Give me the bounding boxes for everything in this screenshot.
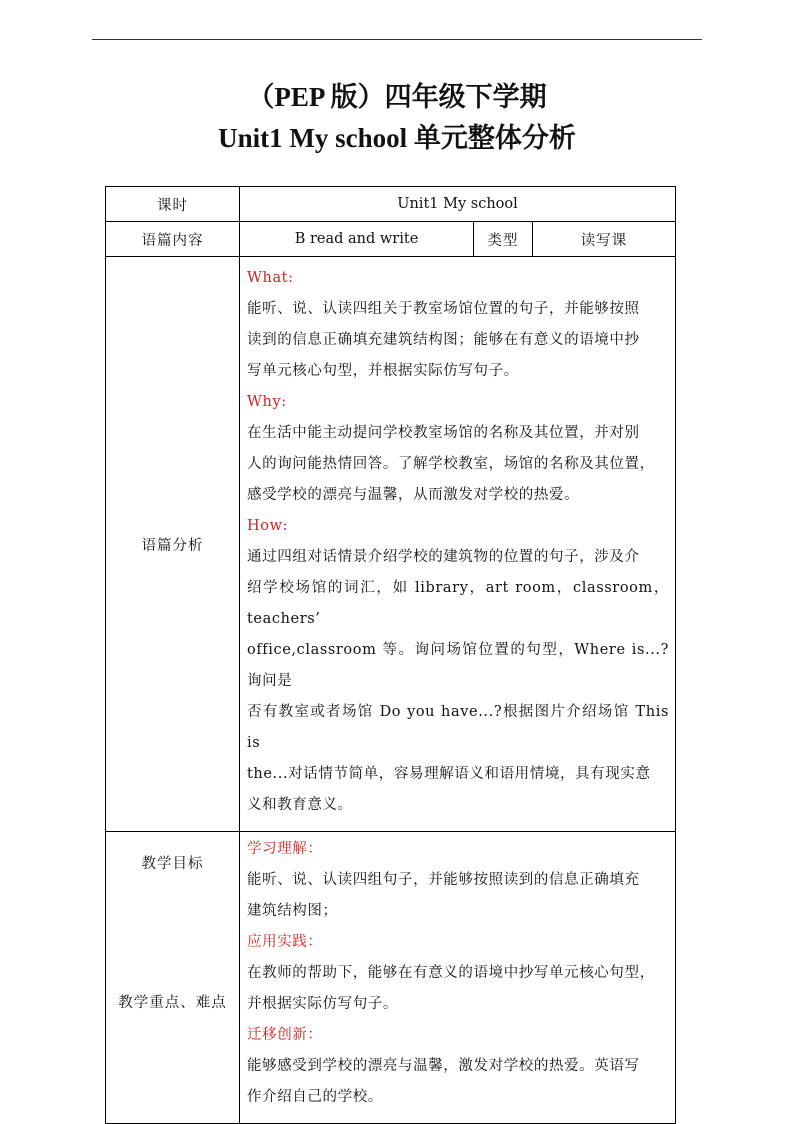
- document-subtitle: Unit1 My school 单元整体分析: [218, 123, 576, 153]
- what-heading: What:: [247, 270, 294, 286]
- lesson-analysis-table: [105, 186, 676, 1124]
- type-value: 读写课: [533, 222, 676, 257]
- why-line: 在生活中能主动提问学校教室场馆的名称及其位置，并对别: [247, 425, 640, 441]
- learning-heading: 学习理解：: [247, 841, 323, 857]
- period-label: 课时: [106, 187, 240, 222]
- period-value: Unit1 My school: [240, 187, 676, 222]
- goals-body: [240, 832, 676, 1124]
- type-label: 类型: [474, 222, 533, 257]
- header-rule: [92, 39, 702, 40]
- why-line: 感受学校的漂亮与温馨，从而激发对学校的热爱。: [247, 487, 580, 503]
- analysis-label: 语篇分析: [106, 257, 240, 832]
- why-heading: Why:: [247, 394, 287, 410]
- practice-line: 并根据实际仿写句子。: [247, 996, 398, 1012]
- how-line: office,classroom 等。询问场馆位置的句型，Where is...?询问是: [247, 642, 670, 689]
- content-value: B read and write: [240, 222, 474, 257]
- content-label: 语篇内容: [106, 222, 240, 257]
- analysis-body: [240, 257, 676, 832]
- learning-line: 建筑结构图；: [247, 903, 338, 919]
- how-line: the...对话情节简单，容易理解语义和语用情境，具有现实意: [247, 766, 651, 782]
- transfer-heading: 迁移创新：: [247, 1027, 323, 1043]
- document-title: （PEP 版）四年级下学期: [247, 82, 547, 112]
- transfer-line: 能够感受到学校的漂亮与温馨，激发对学校的热爱。英语写: [247, 1058, 640, 1074]
- learning-line: 能听、说、认读四组句子，并能够按照读到的信息正确填充: [247, 872, 640, 888]
- content-row: [106, 222, 676, 257]
- goals-label: 教学目标: [141, 856, 204, 872]
- goals-label-cell: [106, 832, 240, 1124]
- how-line: 义和教育意义。: [247, 797, 353, 813]
- practice-line: 在教师的帮助下，能够在有意义的语境中抄写单元核心句型，: [247, 965, 655, 981]
- how-line: 通过四组对话情景介绍学校的建筑物的位置的句子，涉及介: [247, 549, 640, 565]
- practice-heading: 应用实践：: [247, 934, 323, 950]
- transfer-line: 作介绍自己的学校。: [247, 1089, 383, 1105]
- analysis-row: [106, 257, 676, 832]
- how-line: 绍学校场馆的词汇，如 library，art room，classroom，teachers’: [247, 580, 670, 627]
- focus-label: 教学重点、难点: [118, 995, 227, 1011]
- what-line: 能听、说、认读四组关于教室场馆位置的句子，并能够按照: [247, 301, 640, 317]
- how-line: 否有教室或者场馆 Do you have...?根据图片介绍场馆 This is: [247, 704, 670, 751]
- goals-row: [106, 832, 676, 1124]
- period-row: [106, 187, 676, 222]
- what-line: 读到的信息正确填充建筑结构图；能够在有意义的语境中抄: [247, 332, 640, 348]
- what-line: 写单元核心句型，并根据实际仿写句子。: [247, 363, 519, 379]
- how-heading: How:: [247, 518, 289, 534]
- why-line: 人的询问能热情回答。了解学校教室，场馆的名称及其位置，: [247, 456, 655, 472]
